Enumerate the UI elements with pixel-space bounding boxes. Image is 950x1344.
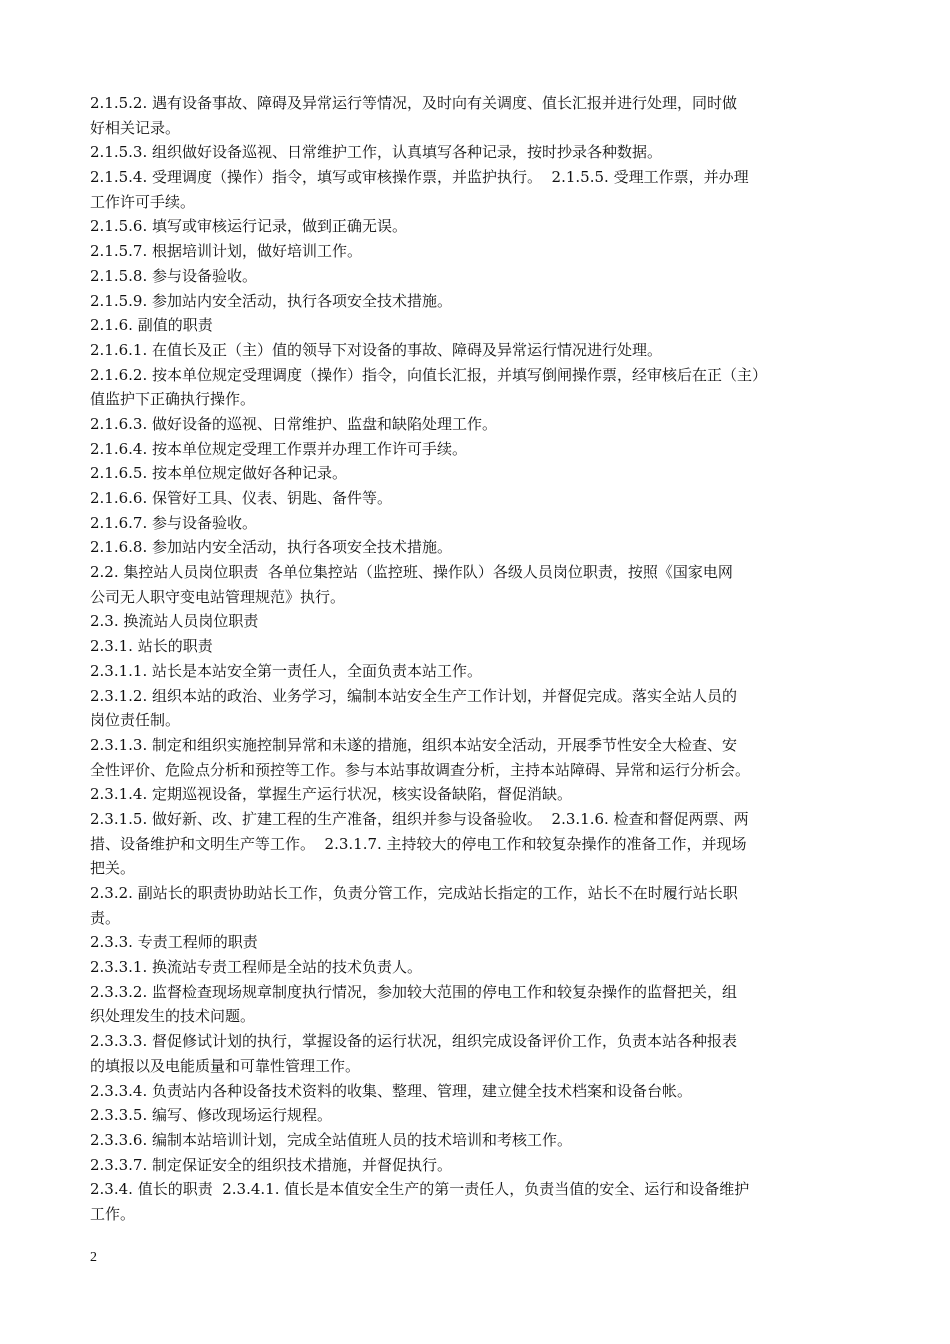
text-line: 2.3.4. 值长的职责 2.3.4.1. 值长是本值安全生产的第一责任人，负责当值的安全、运行和设备维护 [90, 1180, 750, 1199]
text-line: 2.3.3.2. 监督检查现场规章制度执行情况，参加较大范围的停电工作和较复杂操作的监督把关，组 [90, 982, 738, 1001]
text-line: 2.3.1.1. 站长是本站安全第一责任人，全面负责本站工作。 [90, 661, 483, 680]
text-line: 岗位责任制。 [90, 711, 181, 730]
text-line: 2.3.1.4. 定期巡视设备，掌握生产运行状况，核实设备缺陷，督促消缺。 [90, 785, 573, 804]
text-line: 2.2. 集控站人员岗位职责 各单位集控站（监控班、操作队）各级人员岗位职责，按照《国家电网 [90, 563, 733, 582]
text-line: 公司无人职守变电站管理规范》执行。 [90, 587, 346, 606]
text-line: 2.3.3.5. 编写、修改现场运行规程。 [90, 1106, 333, 1125]
text-line: 2.3.3.7. 制定保证安全的组织技术措施，并督促执行。 [90, 1155, 453, 1174]
text-line: 2.1.6.6. 保管好工具、仪表、钥匙、备件等。 [90, 489, 393, 507]
text-line: 2.1.5.4. 受理调度（操作）指令，填写或审核操作票，并监护执行。 2.1.5.5. 受理工作票，并办理 [90, 168, 749, 187]
text-line: 2.1.6.1. 在值长及正（主）值的领导下对设备的事故、障碍及异常运行情况进行处理。 [90, 340, 663, 359]
text-line: 2.3.3. 专责工程师的职责 [90, 933, 258, 952]
text-line: 全性评价、危险点分析和预控等工作。参与本站事故调查分析，主持本站障碍、异常和运行分析会。 [90, 760, 751, 779]
text-line: 工作许可手续。 [90, 192, 196, 211]
text-line: 2.3. 换流站人员岗位职责 [90, 612, 259, 631]
text-line: 2.1.5.7. 根据培训计划，做好培训工作。 [90, 242, 363, 261]
text-line: 2.3.3.6. 编制本站培训计划，完成全站值班人员的技术培训和考核工作。 [90, 1130, 573, 1149]
document-body [90, 91, 812, 1227]
text-line: 2.1.6.4. 按本单位规定受理工作票并办理工作许可手续。 [90, 439, 468, 458]
text-line: 2.1.6.2. 按本单位规定受理调度（操作）指令，向值长汇报，并填写倒闸操作票，经审核后在正（主） [90, 365, 768, 384]
text-line: 2.1.5.9. 参加站内安全活动，执行各项安全技术措施。 [90, 291, 453, 310]
text-line: 2.3.2. 副站长的职责协助站长工作，负责分管工作，完成站长指定的工作，站长不在时履行站长职 [90, 884, 738, 902]
page-number: 2 [90, 1250, 97, 1265]
text-line: 2.1.6. 副值的职责 [90, 316, 213, 335]
text-line: 工作。 [90, 1204, 136, 1223]
text-line: 织处理发生的技术问题。 [90, 1007, 256, 1026]
text-line: 措、设备维护和文明生产等工作。 2.3.1.7. 主持较大的停电工作和较复杂操作的准备工作，并现场 [90, 834, 747, 853]
text-line: 2.1.5.6. 填写或审核运行记录，做到正确无误。 [90, 217, 408, 236]
text-line: 好相关记录。 [90, 118, 181, 137]
text-line: 2.1.6.8. 参加站内安全活动，执行各项安全技术措施。 [90, 538, 453, 557]
text-line: 2.3.3.4. 负责站内各种设备技术资料的收集、整理、管理，建立健全技术档案和设备台帐。 [90, 1081, 693, 1100]
text-line: 2.3.3.3. 督促修试计划的执行，掌握设备的运行状况，组织完成设备评价工作，负责本站各种报表 [90, 1032, 738, 1051]
text-line: 2.1.5.2. 遇有设备事故、障碍及异常运行等情况，及时向有关调度、值长汇报并进行处理，同时做 [90, 94, 738, 112]
text-line: 把关。 [90, 859, 136, 878]
text-line: 2.1.6.7. 参与设备验收。 [90, 513, 258, 532]
text-line: 2.3.1. 站长的职责 [90, 637, 213, 656]
text-line: 值监护下正确执行操作。 [90, 390, 256, 409]
text-line: 2.3.3.1. 换流站专责工程师是全站的技术负责人。 [90, 958, 423, 977]
text-line: 2.3.1.3. 制定和组织实施控制异常和未遂的措施，组织本站安全活动，开展季节性安全大检查、安 [90, 735, 738, 754]
text-line: 2.1.6.3. 做好设备的巡视、日常维护、监盘和缺陷处理工作。 [90, 414, 498, 433]
text-line: 2.3.1.2. 组织本站的政治、业务学习，编制本站安全生产工作计划，并督促完成。落实全站人员的 [90, 686, 738, 705]
text-line: 责。 [90, 908, 121, 927]
text-line: 2.3.1.5. 做好新、改、扩建工程的生产准备，组织并参与设备验收。 2.3.1.6. 检查和督促两票、两 [90, 809, 749, 828]
text-line: 的填报以及电能质量和可靠性管理工作。 [90, 1056, 361, 1075]
text-line: 2.1.5.8. 参与设备验收。 [90, 266, 258, 285]
text-line: 2.1.5.3. 组织做好设备巡视、日常维护工作，认真填写各种记录，按时抄录各种数据。 [90, 143, 663, 162]
text-line: 2.1.6.5. 按本单位规定做好各种记录。 [90, 464, 348, 483]
